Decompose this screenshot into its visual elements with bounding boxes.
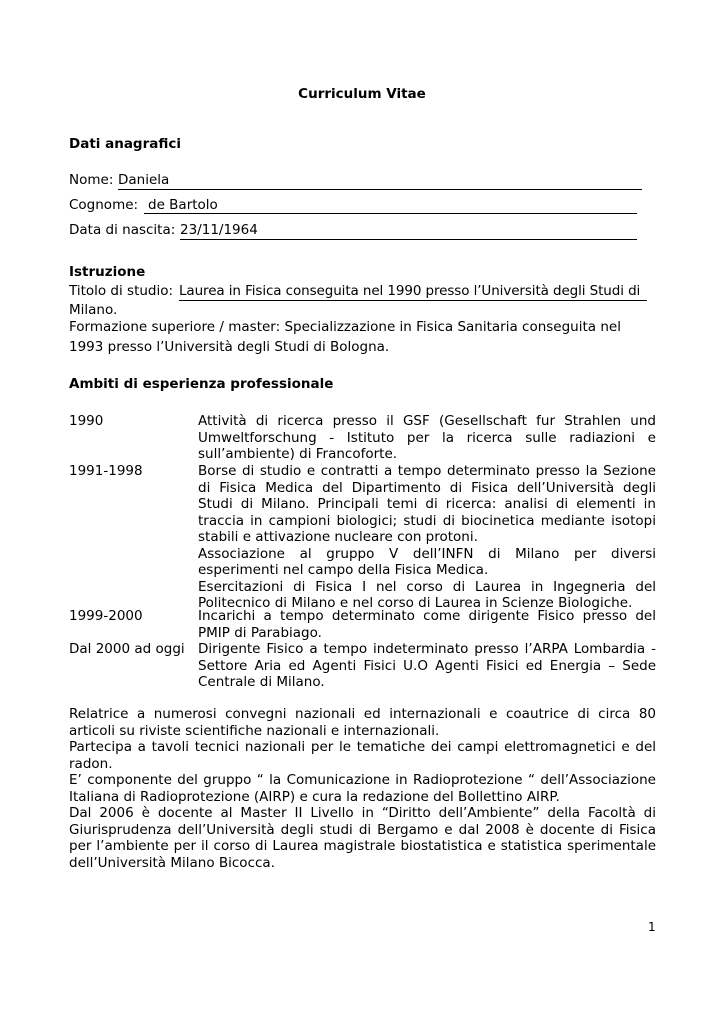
experience-description [198,463,656,612]
birthdate-label: Data di nascita: [69,222,176,238]
closing-paragraphs [69,706,656,871]
closing-paragraph: Relatrice a numerosi convegni nazionali ed internazionali e coautrice di circa 80 articoli su riviste scientifiche nazionali e internazionali. [69,706,656,739]
page-number: 1 [648,920,656,934]
degree-continuation: Milano. [69,302,118,318]
surname-value: de Bartolo [144,197,637,214]
experience-year: 1990 [69,413,104,429]
section-heading-experience: Ambiti di esperienza professionale [69,376,334,392]
closing-paragraph: E’ componente del gruppo “ la Comunicazione in Radioprotezione “ dell’Associazione Italiana di Radioprotezione (AIRP) e cura la redazione del Bollettino AIRP. [69,772,656,805]
experience-paragraph: Incarichi a tempo determinato come dirigente Fisico presso del PMIP di Parabiago. [198,608,656,641]
experience-year: 1999-2000 [69,608,143,624]
degree-value: Laurea in Fisica conseguita nel 1990 presso l’Università degli Studi di [179,283,647,301]
surname-label: Cognome: [69,197,139,213]
page-title: Curriculum Vitae [298,86,426,102]
experience-paragraph: Esercitazioni di Fisica I nel corso di Laurea in Ingegneria del Politecnico di Milano e nel corso di Laurea in Scienze Biologiche. [198,578,656,611]
master-line-2: 1993 presso l’Università degli Studi di Bologna. [69,339,390,355]
experience-description [198,413,656,463]
degree-label: Titolo di studio: [69,283,174,299]
experience-year: 1991-1998 [69,463,143,479]
experience-paragraph: Associazione al gruppo V dell’INFN di Milano per diversi esperimenti nel campo della Fisica Medica. [198,545,656,578]
experience-year: Dal 2000 ad oggi [69,641,185,657]
experience-description [198,641,656,691]
name-label: Nome: [69,172,114,188]
closing-paragraph: Dal 2006 è docente al Master II Livello in “Diritto dell’Ambiente” della Facoltà di Giurisprudenza dell’Università degli studi di Bergamo e dal 2008 è docente di Fisica per l’ambiente per il corso di Laurea magistrale biostatistica e statistica sperimentale dell’Università Milano Bicocca. [69,805,656,871]
experience-paragraph: Attività di ricerca presso il GSF (Gesellschaft fur Strahlen und Umweltforschung - Istituto per la ricerca sulle radiazioni e sull’ambiente) di Francoforte. [198,413,656,462]
name-value: Daniela [118,172,642,190]
birthdate-value: 23/11/1964 [180,222,637,240]
experience-paragraph: Borse di studio e contratti a tempo determinato presso la Sezione di Fisica Medica del Dipartimento di Fisica dell’Università degli Studi di Milano. Principali temi di ricerca: analisi di elementi in traccia in campioni biologici; studi di biocinetica mediante isotopi stabili e attivazione nucleare con protoni. [198,463,656,545]
closing-paragraph: Partecipa a tavoli tecnici nazionali per le tematiche dei campi elettromagnetici e del radon. [69,739,656,772]
experience-paragraph: Dirigente Fisico a tempo indeterminato presso l’ARPA Lombardia - Settore Aria ed Agenti Fisici U.O Agenti Fisici ed Energia – Sede Centrale di Milano. [198,641,656,690]
experience-description [198,608,656,641]
section-heading-education: Istruzione [69,264,146,280]
master-line-1: Formazione superiore / master: Specializzazione in Fisica Sanitaria conseguita nel [69,319,621,335]
section-heading-personal: Dati anagrafici [69,136,181,152]
